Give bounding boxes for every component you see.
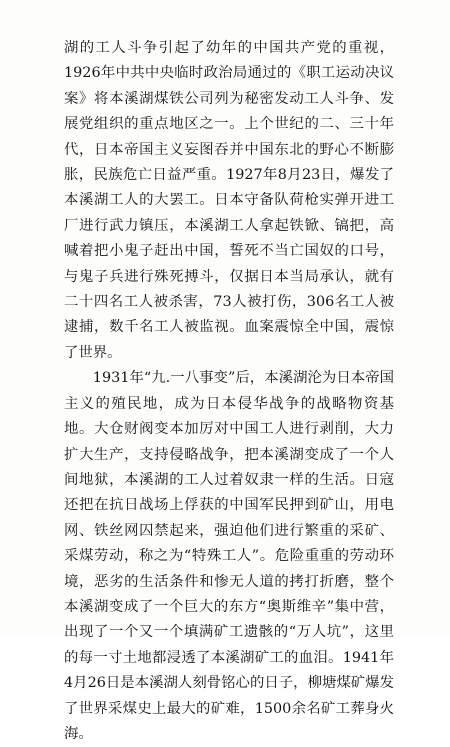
body-text <box>64 36 394 747</box>
paragraph-1: 湖的工人斗争引起了幼年的中国共产党的重视，1926年中共中央临时政治局通过的《职工运动决议案》将本溪湖煤铁公司列为秘密发动工人斗争、发展党组织的重点地区之一。上个世纪的二、三十年代，日本帝国主义妄图吞并中国东北的野心不断膨胀，民族危亡日益严重。1927年8月23日，爆发了本溪湖工人的大罢工。日本守备队荷枪实弹开进工厂进行武力镇压，本溪湖工人拿起铁锨、镐把，高喊着把小鬼子赶出中国，誓死不当亡国奴的口号，与鬼子兵进行殊死搏斗，仅据日本当局承认，就有二十四名工人被杀害，73人被打伤，306名工人被逮捕，数千名工人被监视。血案震惊全中国，震惊了世界。 <box>64 40 394 361</box>
paragraph-2: 1931年“九.一八事变”后，本溪湖沦为日本帝国主义的殖民地，成为日本侵华战争的战略物资基地。大仓财阀变本加厉对中国工人进行剥削，大力扩大生产，支持侵略战争，把本溪湖变成了一个人间地狱，本溪湖的工人过着奴隶一样的生活。日寇还把在抗日战场上俘获的中国军民押到矿山，用电网、铁丝网囚禁起来，强迫他们进行繁重的采矿、采煤劳动，称之为“特殊工人”。危险重重的劳动环境，恶劣的生活条件和惨无人道的拷打折磨，整个本溪湖变成了一个巨大的东方“奥斯维辛”集中营，出现了一个又一个填满矿工遗骸的“万人坑”，这里的每一寸土地都浸透了本溪湖矿工的血泪。1941年4月26日是本溪湖人刻骨铭心的日子，柳塘煤矿爆发了世界采煤史上最大的矿难，1500余名矿工葬身火海。 <box>64 370 394 742</box>
